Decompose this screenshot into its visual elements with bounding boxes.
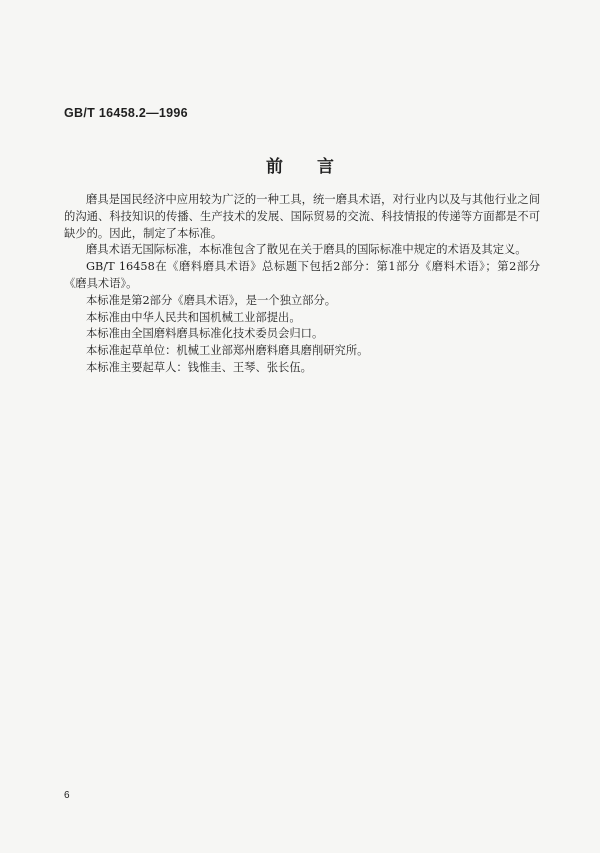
paragraph: 本标准主要起草人：钱惟圭、王琴、张长伍。 [86, 360, 312, 374]
paragraph: 本标准由中华人民共和国机械工业部提出。 [86, 310, 301, 324]
page-title [0, 152, 600, 177]
paragraph: GB/T 16458在《磨料磨具术语》总标题下包括2部分：第1部分《磨料术语》；第2部分《磨具术语》。 [64, 260, 540, 290]
title-char-2: 言 [317, 157, 334, 177]
foreword-body [64, 192, 540, 377]
paragraph: 本标准由全国磨料磨具标准化技术委员会归口。 [86, 327, 324, 341]
paragraph: 本标准是第2部分《磨具术语》，是一个独立部分。 [86, 293, 337, 307]
standard-code: GB/T 16458.2—1996 [64, 106, 188, 120]
paragraph: 本标准起草单位：机械工业部郑州磨料磨具磨削研究所。 [86, 344, 369, 358]
paragraph: 磨具是国民经济中应用较为广泛的一种工具，统一磨具术语，对行业内以及与其他行业之间的沟通、科技知识的传播、生产技术的发展、国际贸易的交流、科技情报的传递等方面都是不可缺少的。因此，制定了本标准。 [64, 193, 540, 240]
title-char-1: 前 [266, 157, 283, 177]
page-number: 6 [64, 790, 70, 801]
paragraph: 磨具术语无国际标准，本标准包含了散见在关于磨具的国际标准中规定的术语及其定义。 [86, 243, 527, 257]
